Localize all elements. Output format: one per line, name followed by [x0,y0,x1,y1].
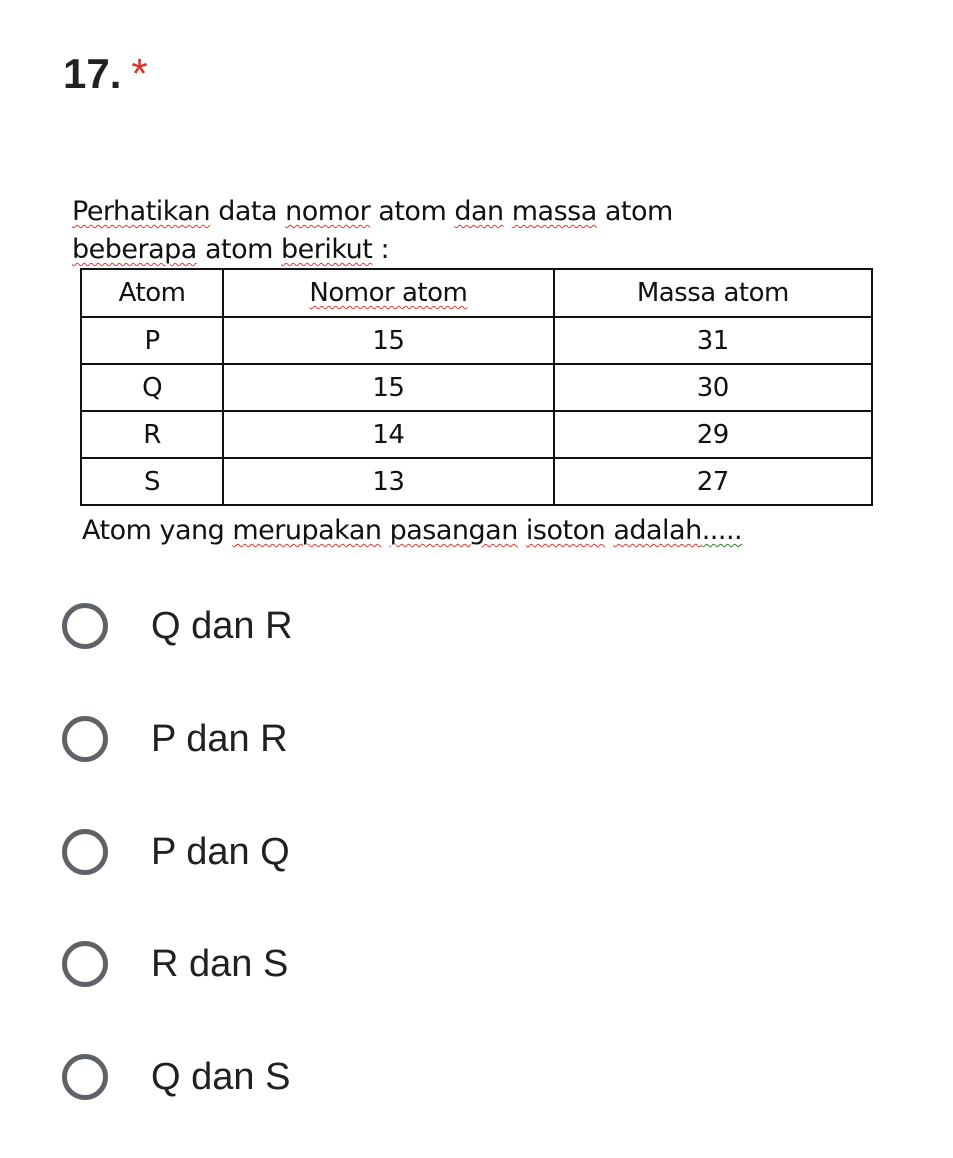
radio-button-icon[interactable] [62,829,108,875]
word: berikut [280,234,373,265]
word: yang [159,515,225,546]
word: Atom [82,515,152,546]
word: Perhatikan [72,196,211,227]
table-cell: 13 [223,458,554,505]
word: beberapa [72,234,197,265]
word: ..... [701,515,743,546]
word: merupakan [232,515,382,546]
question-title [63,50,148,98]
option-label: P dan Q [151,830,290,873]
table-header-row [81,269,872,317]
option-p-dan-r[interactable] [62,716,288,762]
column-header: Atom [81,269,223,317]
radio-button-icon[interactable] [62,941,108,987]
word: isoton [525,515,606,546]
atom-data-table [80,268,873,506]
radio-button-icon[interactable] [62,603,108,649]
table-row [81,458,872,505]
word: dan [454,196,504,227]
word: : [380,234,390,265]
word: atom [378,196,447,227]
table-cell: 15 [223,364,554,411]
word: atom [204,234,273,265]
table-cell: 27 [554,458,872,505]
option-label: Q dan S [151,1055,291,1098]
table-cell: 15 [223,317,554,364]
word: atom [604,196,673,227]
question-image [60,185,890,570]
table-cell: 31 [554,317,872,364]
table-cell: 14 [223,411,554,458]
table-cell: P [81,317,223,364]
option-label: R dan S [151,942,289,985]
radio-button-icon[interactable] [62,1054,108,1100]
table-cell: R [81,411,223,458]
radio-button-icon[interactable] [62,716,108,762]
table-cell: S [81,458,223,505]
option-label: Q dan R [151,604,293,647]
required-asterisk: * [131,50,148,97]
table-cell: 29 [554,411,872,458]
table-row [81,364,872,411]
table-cell: Q [81,364,223,411]
question-prompt-text [82,515,742,546]
question-intro-text [72,193,673,269]
column-header: Nomor atom [223,269,554,317]
option-label: P dan R [151,717,288,760]
word: massa [511,196,597,227]
table-row [81,317,872,364]
word: data [218,196,278,227]
question-number: 17. [63,50,122,97]
option-q-dan-r[interactable] [62,603,293,649]
option-p-dan-q[interactable] [62,829,290,875]
table-cell: 30 [554,364,872,411]
word: pasangan [389,515,518,546]
option-q-dan-s[interactable] [62,1054,290,1100]
word: nomor [285,196,371,227]
column-header: Massa atom [554,269,872,317]
option-r-dan-s[interactable] [62,941,288,987]
word: adalah [613,515,702,546]
table-row [81,411,872,458]
